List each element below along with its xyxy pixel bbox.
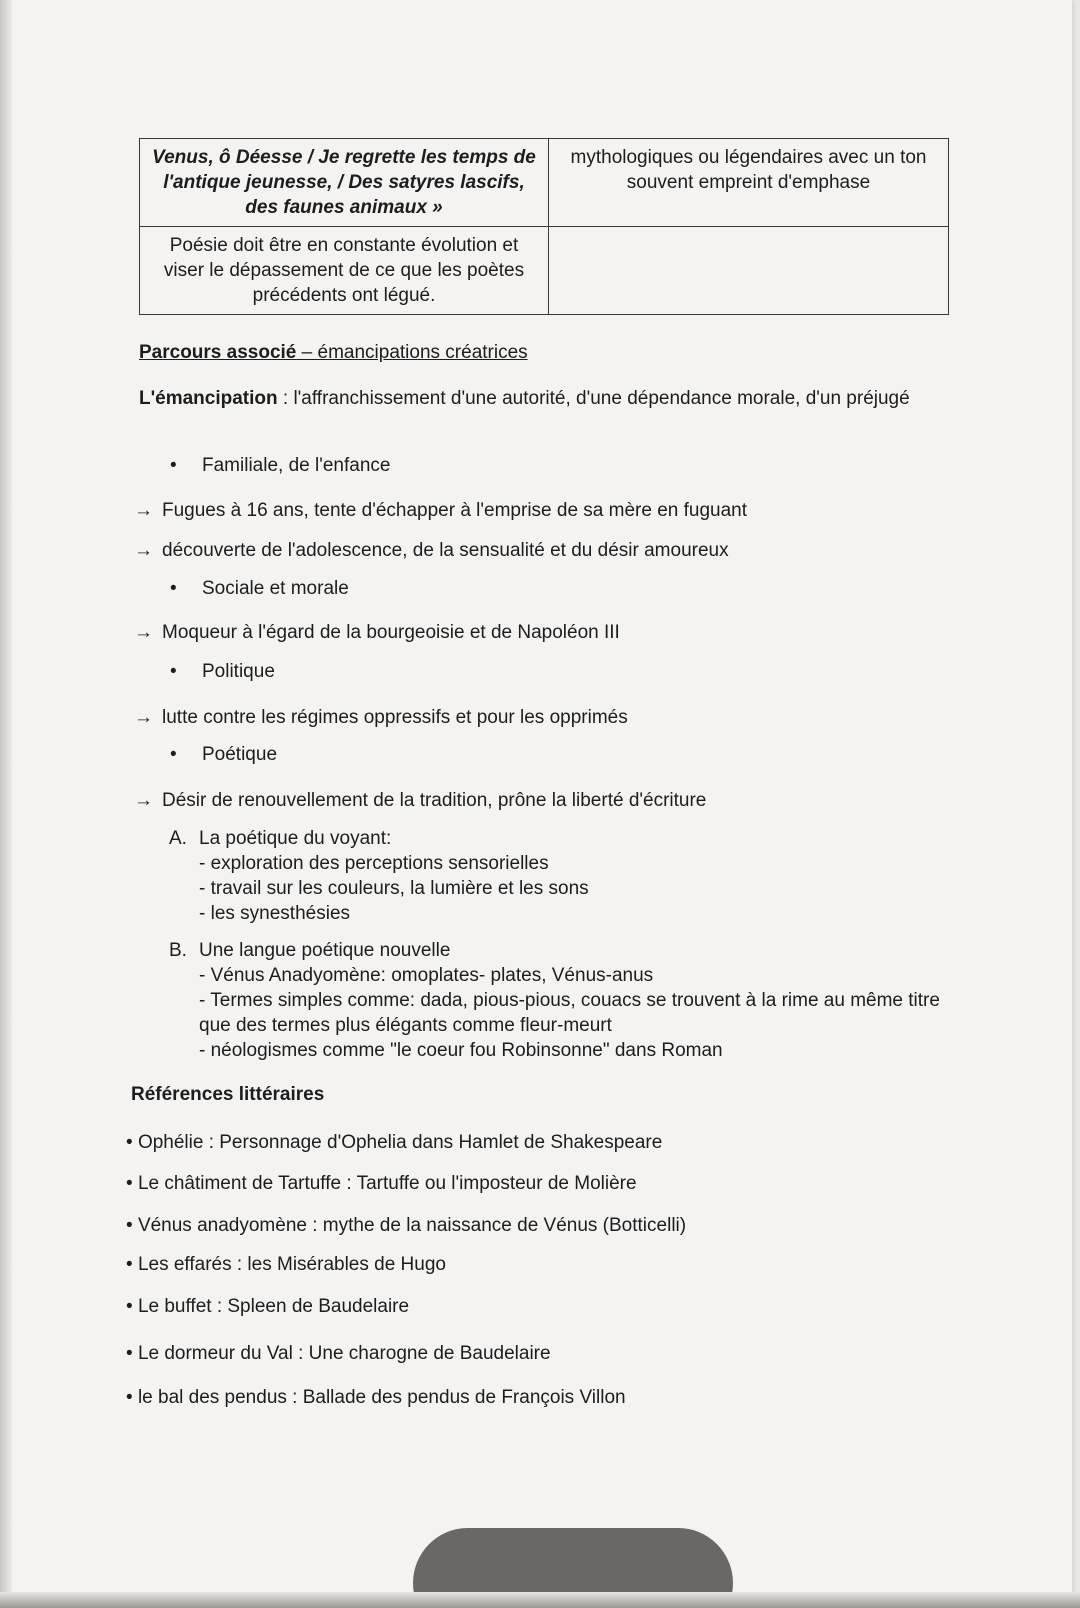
list-item [172, 578, 349, 600]
list-item [172, 744, 277, 766]
arrow-icon: → [134, 540, 153, 561]
paper-edge-bottom [0, 1592, 1080, 1608]
reference-item: • Les effarés : les Misérables de Hugo [126, 1254, 446, 1276]
list-item [134, 622, 620, 644]
arrow-icon: → [134, 622, 153, 643]
list-item [134, 540, 729, 562]
arrow-icon: → [134, 790, 153, 811]
arrow-text: découverte de l'adolescence, de la sensualité et du désir amoureux [162, 540, 729, 561]
section-title [139, 342, 528, 364]
subsection-letter: B. [169, 940, 187, 961]
subsection-letter: A. [169, 828, 187, 849]
photographer-thumb-shadow [413, 1528, 733, 1600]
reference-item: • Le dormeur du Val : Une charogne de Baudelaire [126, 1343, 551, 1365]
document-page [8, 0, 1072, 1600]
list-item: - travail sur les couleurs, la lumière et les sons [199, 878, 589, 899]
reference-item: • Le buffet : Spleen de Baudelaire [126, 1296, 409, 1318]
definition-term: L'émancipation [139, 388, 278, 409]
subsection-title: La poétique du voyant: [199, 828, 392, 849]
table-cell: Poésie doit être en constante évolution et viser le dépassement de ce que les poètes précédents ont légué. [140, 227, 549, 315]
subsection-b [169, 938, 959, 1063]
list-item: - néologismes comme "le coeur fou Robinsonne" dans Roman [199, 1040, 723, 1061]
table-row [140, 227, 949, 315]
arrow-text: lutte contre les régimes oppressifs et pour les opprimés [162, 707, 628, 728]
list-item [134, 707, 628, 729]
list-item [172, 661, 275, 683]
list-item [172, 455, 390, 477]
section-title-bold: Parcours associé [139, 342, 297, 363]
paper-edge-left [0, 0, 12, 1608]
reference-item: • Vénus anadyomène : mythe de la naissance de Vénus (Botticelli) [126, 1215, 686, 1237]
arrow-text: Fugues à 16 ans, tente d'échapper à l'emprise de sa mère en fuguant [162, 500, 748, 521]
list-item [134, 790, 706, 812]
arrow-text: Moqueur à l'égard de la bourgeoisie et de Napoléon III [162, 622, 620, 643]
list-item: - les synesthésies [199, 903, 351, 924]
poem-analysis-table [139, 138, 949, 315]
section-title-rest: – émancipations créatrices [296, 342, 528, 363]
list-item: - Termes simples comme: dada, pious-pious, couacs se trouvent à la rime au même titre que des termes plus élégants comme fleur-meurt [199, 990, 940, 1036]
references-title: Références littéraires [131, 1084, 325, 1105]
bullet-text: Politique [202, 661, 275, 682]
definition-text: : l'affranchissement d'une autorité, d'une dépendance morale, d'un préjugé [277, 388, 910, 409]
bullet-text: Sociale et morale [202, 578, 349, 599]
list-item: - Vénus Anadyomène: omoplates- plates, Vénus-anus [199, 965, 654, 986]
list-item: - exploration des perceptions sensorielles [199, 853, 549, 874]
bullet-text: Poétique [202, 744, 278, 765]
bullet-text: Familiale, de l'enfance [202, 455, 391, 476]
arrow-icon: → [134, 707, 153, 728]
list-item [134, 500, 747, 522]
subsection-a [169, 826, 959, 926]
table-cell [549, 227, 949, 315]
table-cell: mythologiques ou légendaires avec un ton souvent empreint d'emphase [549, 139, 949, 227]
arrow-icon: → [134, 500, 153, 521]
arrow-text: Désir de renouvellement de la tradition, prône la liberté d'écriture [162, 790, 707, 811]
subsection-title: Une langue poétique nouvelle [199, 940, 451, 961]
reference-item: • Le châtiment de Tartuffe : Tartuffe ou l'imposteur de Molière [126, 1173, 637, 1195]
reference-item: • Ophélie : Personnage d'Ophelia dans Hamlet de Shakespeare [126, 1132, 662, 1154]
table-row [140, 139, 949, 227]
definition [139, 386, 949, 412]
table-cell: Venus, ô Déesse / Je regrette les temps de l'antique jeunesse, / Des satyres lascifs, des faunes animaux » [140, 139, 549, 227]
reference-item: • le bal des pendus : Ballade des pendus de François Villon [126, 1387, 626, 1409]
